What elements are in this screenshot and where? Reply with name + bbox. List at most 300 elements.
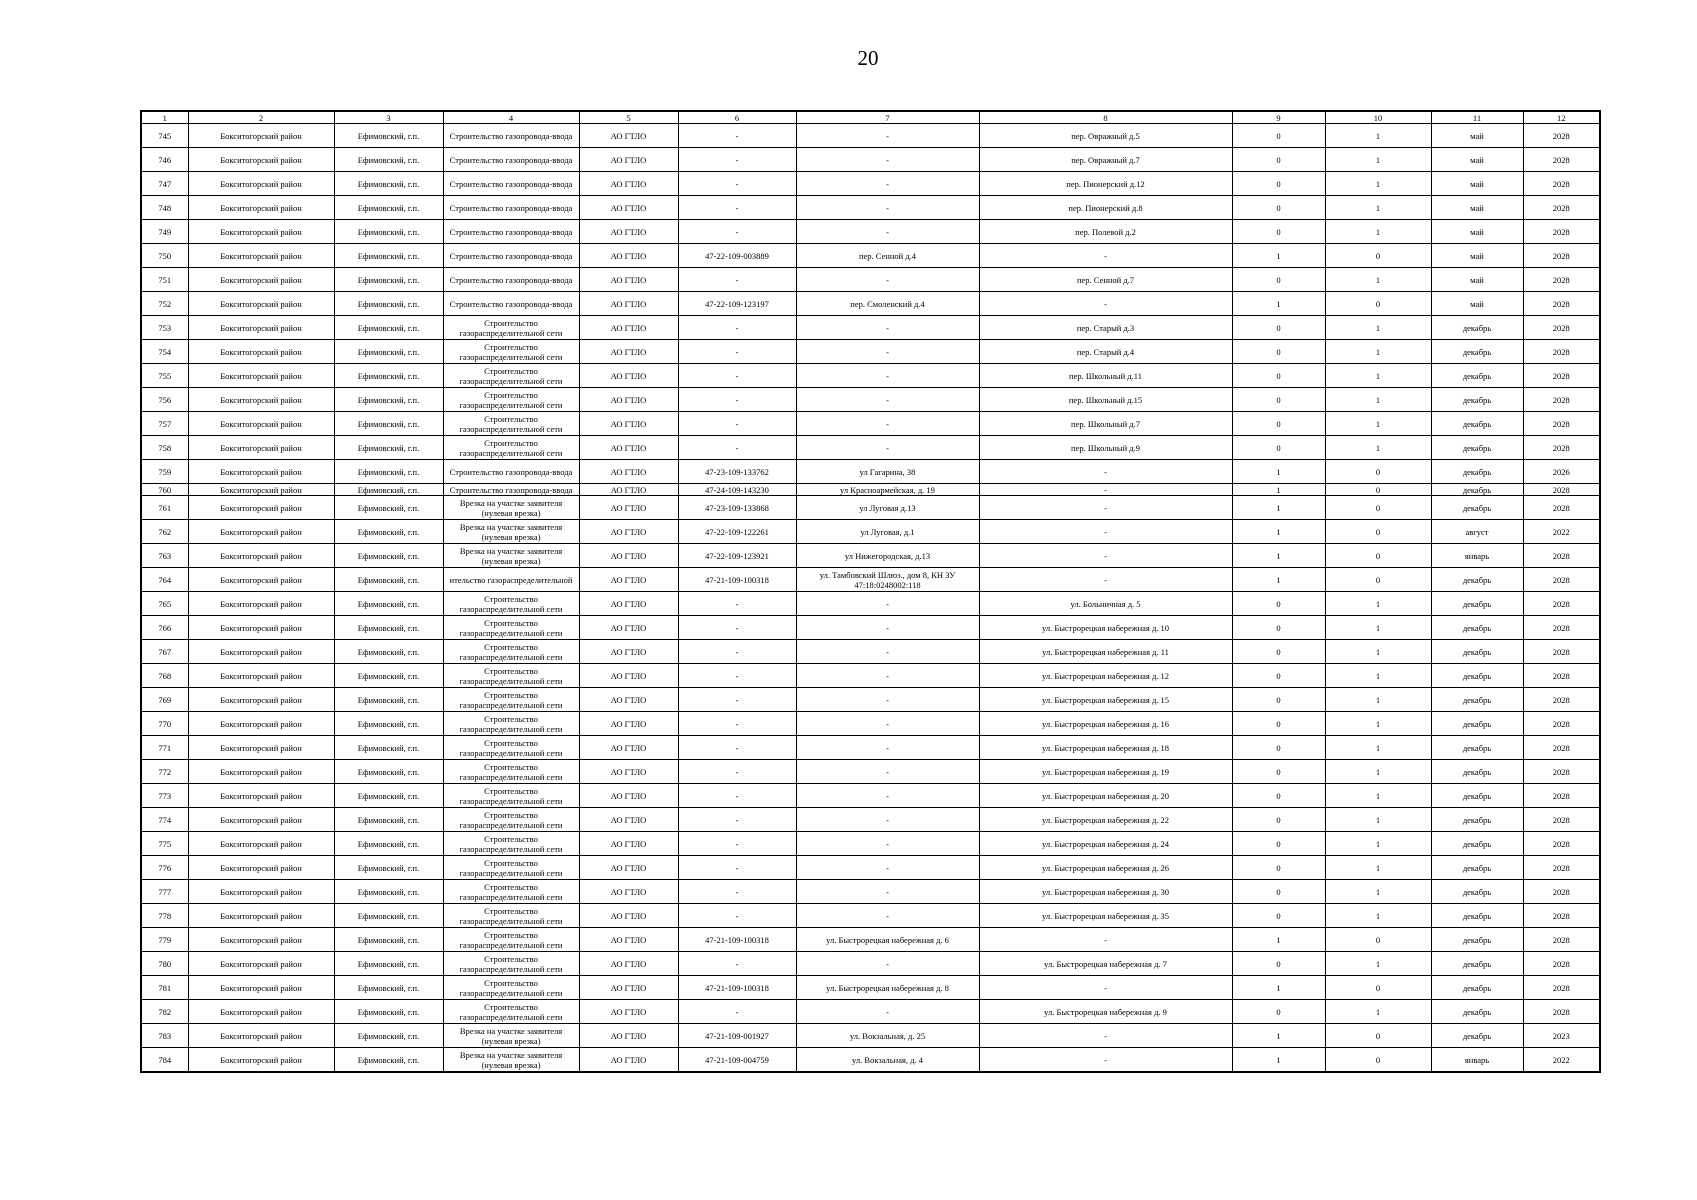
table-cell: 747	[141, 172, 188, 196]
table-cell: Врезка на участке заявителя (нулевая врезка)	[443, 1048, 579, 1073]
table-cell: Бокситогорский район	[188, 388, 334, 412]
table-row	[141, 1024, 1600, 1048]
page-number: 20	[857, 46, 879, 70]
table-cell: 1	[1232, 460, 1325, 484]
table-cell: 1	[1325, 832, 1431, 856]
table-cell: -	[979, 928, 1232, 952]
table-cell: Строительство газораспределительной сети	[443, 808, 579, 832]
table-cell: 2028	[1523, 292, 1600, 316]
table-row	[141, 244, 1600, 268]
table-cell: 2023	[1523, 1024, 1600, 1048]
table-cell: -	[979, 292, 1232, 316]
table-cell: Бокситогорский район	[188, 1048, 334, 1073]
table-cell: -	[796, 712, 979, 736]
table-cell: декабрь	[1431, 316, 1523, 340]
table-cell: 1	[1325, 760, 1431, 784]
table-cell: январь	[1431, 544, 1523, 568]
table-cell: декабрь	[1431, 340, 1523, 364]
table-cell: АО ГТЛО	[579, 1000, 678, 1024]
table-cell: АО ГТЛО	[579, 268, 678, 292]
table-cell: Ефимовский, г.п.	[334, 928, 443, 952]
table-cell: Строительство газопровода-ввода	[443, 484, 579, 496]
table-cell: АО ГТЛО	[579, 928, 678, 952]
table-cell: 772	[141, 760, 188, 784]
table-cell: -	[796, 388, 979, 412]
table-cell: декабрь	[1431, 592, 1523, 616]
table-cell: ул Луговая, д.1	[796, 520, 979, 544]
table-cell: 1	[1325, 364, 1431, 388]
column-header: 4	[443, 111, 579, 124]
table-cell: -	[796, 880, 979, 904]
table-cell: Ефимовский, г.п.	[334, 664, 443, 688]
table-cell: Ефимовский, г.п.	[334, 976, 443, 1000]
table-cell: 0	[1232, 880, 1325, 904]
table-cell: Бокситогорский район	[188, 244, 334, 268]
table-row	[141, 220, 1600, 244]
header-row	[141, 111, 1600, 124]
table-cell: -	[796, 688, 979, 712]
table-cell: Строительство газораспределительной сети	[443, 616, 579, 640]
table-cell: 1	[1232, 244, 1325, 268]
table-cell: АО ГТЛО	[579, 124, 678, 148]
column-header: 10	[1325, 111, 1431, 124]
table-row	[141, 616, 1600, 640]
table-cell: АО ГТЛО	[579, 412, 678, 436]
table-cell: -	[979, 1024, 1232, 1048]
table-cell: 773	[141, 784, 188, 808]
table-cell: 752	[141, 292, 188, 316]
table-cell: -	[678, 268, 796, 292]
table-cell: АО ГТЛО	[579, 688, 678, 712]
table-cell: 763	[141, 544, 188, 568]
table-cell: 766	[141, 616, 188, 640]
table-cell: Строительство газопровода-ввода	[443, 124, 579, 148]
table-cell: -	[979, 244, 1232, 268]
table-cell: Бокситогорский район	[188, 640, 334, 664]
table-row	[141, 268, 1600, 292]
table-cell: 765	[141, 592, 188, 616]
table-cell: АО ГТЛО	[579, 172, 678, 196]
table-cell: 745	[141, 124, 188, 148]
table-cell: Ефимовский, г.п.	[334, 388, 443, 412]
table-cell: 2028	[1523, 544, 1600, 568]
table-cell: 47-24-109-143230	[678, 484, 796, 496]
table-cell: декабрь	[1431, 856, 1523, 880]
table-cell: 0	[1232, 952, 1325, 976]
table-cell: 781	[141, 976, 188, 1000]
table-cell: АО ГТЛО	[579, 736, 678, 760]
table-cell: -	[678, 616, 796, 640]
table-cell: 2028	[1523, 148, 1600, 172]
table-cell: Ефимовский, г.п.	[334, 760, 443, 784]
table-cell: декабрь	[1431, 436, 1523, 460]
table-row	[141, 124, 1600, 148]
table-cell: -	[796, 1000, 979, 1024]
table-cell: Ефимовский, г.п.	[334, 412, 443, 436]
table-cell: Строительство газопровода-ввода	[443, 244, 579, 268]
table-cell: 749	[141, 220, 188, 244]
table-cell: 778	[141, 904, 188, 928]
column-header: 6	[678, 111, 796, 124]
table-cell: 1	[1325, 904, 1431, 928]
table-row	[141, 928, 1600, 952]
table-cell: 2028	[1523, 340, 1600, 364]
table-cell: 1	[1325, 148, 1431, 172]
column-header: 1	[141, 111, 188, 124]
table-cell: Ефимовский, г.п.	[334, 124, 443, 148]
table-cell: АО ГТЛО	[579, 484, 678, 496]
table-cell: декабрь	[1431, 484, 1523, 496]
table-cell: 0	[1325, 496, 1431, 520]
table-row	[141, 904, 1600, 928]
table-cell: 0	[1325, 544, 1431, 568]
table-cell: 2028	[1523, 904, 1600, 928]
table-cell: декабрь	[1431, 568, 1523, 592]
column-header: 11	[1431, 111, 1523, 124]
table-cell: 2028	[1523, 496, 1600, 520]
table-cell: 1	[1232, 484, 1325, 496]
table-cell: Бокситогорский район	[188, 520, 334, 544]
table-cell: Строительство газопровода-ввода	[443, 460, 579, 484]
table-cell: -	[796, 196, 979, 220]
column-header: 5	[579, 111, 678, 124]
table-row	[141, 856, 1600, 880]
table-cell: -	[796, 124, 979, 148]
table-cell: декабрь	[1431, 760, 1523, 784]
table-cell: 47-21-109-004759	[678, 1048, 796, 1073]
table-cell: Строительство газораспределительной сети	[443, 592, 579, 616]
table-row	[141, 292, 1600, 316]
table-cell: -	[678, 388, 796, 412]
table-cell: 1	[1325, 808, 1431, 832]
table-cell: -	[678, 592, 796, 616]
table-cell: 2028	[1523, 664, 1600, 688]
table-cell: -	[678, 316, 796, 340]
table-cell: ул Красноармейская, д. 19	[796, 484, 979, 496]
table-cell: Бокситогорский район	[188, 760, 334, 784]
table-row	[141, 640, 1600, 664]
table-cell: 2028	[1523, 784, 1600, 808]
table-cell: пер. Старый д.4	[979, 340, 1232, 364]
table-cell: -	[979, 976, 1232, 1000]
table-cell: Строительство газораспределительной сети	[443, 712, 579, 736]
table-cell: Ефимовский, г.п.	[334, 244, 443, 268]
table-cell: 1	[1325, 124, 1431, 148]
table-cell: Ефимовский, г.п.	[334, 952, 443, 976]
table-cell: ул. Вокзальная, д. 4	[796, 1048, 979, 1073]
table-cell: Строительство газораспределительной сети	[443, 664, 579, 688]
table-cell: 1	[1232, 568, 1325, 592]
table-cell: декабрь	[1431, 1000, 1523, 1024]
table-cell: 47-22-109-123921	[678, 544, 796, 568]
table-cell: -	[796, 268, 979, 292]
table-cell: Ефимовский, г.п.	[334, 880, 443, 904]
table-cell: АО ГТЛО	[579, 808, 678, 832]
table-cell: -	[796, 784, 979, 808]
table-cell: 1	[1325, 736, 1431, 760]
table-cell: 2028	[1523, 388, 1600, 412]
table-cell: ул. Быстрорецкая набережная д. 20	[979, 784, 1232, 808]
table-row	[141, 664, 1600, 688]
table-cell: май	[1431, 268, 1523, 292]
column-header: 7	[796, 111, 979, 124]
table-cell: 771	[141, 736, 188, 760]
table-cell: 1	[1232, 496, 1325, 520]
table-cell: 2028	[1523, 568, 1600, 592]
table-cell: -	[678, 412, 796, 436]
table-cell: Ефимовский, г.п.	[334, 544, 443, 568]
table-cell: 0	[1232, 664, 1325, 688]
table-cell: 2028	[1523, 712, 1600, 736]
table-cell: 1	[1325, 1000, 1431, 1024]
table-cell: май	[1431, 148, 1523, 172]
table-cell: 47-21-109-001927	[678, 1024, 796, 1048]
table-cell: 767	[141, 640, 188, 664]
table-cell: декабрь	[1431, 388, 1523, 412]
table-cell: Строительство газопровода-ввода	[443, 292, 579, 316]
table-cell: Строительство газораспределительной сети	[443, 412, 579, 436]
table-cell: Бокситогорский район	[188, 196, 334, 220]
table-cell: Ефимовский, г.п.	[334, 688, 443, 712]
table-cell: АО ГТЛО	[579, 316, 678, 340]
table-row	[141, 952, 1600, 976]
table-cell: Бокситогорский район	[188, 172, 334, 196]
table-cell: 2028	[1523, 124, 1600, 148]
table-cell: 1	[1325, 616, 1431, 640]
table-cell: -	[979, 520, 1232, 544]
table-cell: АО ГТЛО	[579, 568, 678, 592]
column-header: 3	[334, 111, 443, 124]
table-cell: 1	[1325, 880, 1431, 904]
table-cell: Строительство газораспределительной сети	[443, 976, 579, 1000]
table-cell: Бокситогорский район	[188, 148, 334, 172]
table-cell: декабрь	[1431, 496, 1523, 520]
table-cell: 0	[1232, 148, 1325, 172]
table-cell: 1	[1325, 196, 1431, 220]
table-cell: Бокситогорский район	[188, 712, 334, 736]
table-cell: -	[678, 196, 796, 220]
table-row	[141, 976, 1600, 1000]
table-cell: Бокситогорский район	[188, 292, 334, 316]
column-header: 12	[1523, 111, 1600, 124]
table-cell: -	[979, 1048, 1232, 1073]
table-cell: -	[678, 832, 796, 856]
table-cell: Бокситогорский район	[188, 268, 334, 292]
table-cell: 2028	[1523, 616, 1600, 640]
table-cell: Бокситогорский район	[188, 364, 334, 388]
table-cell: декабрь	[1431, 952, 1523, 976]
table-cell: 0	[1232, 616, 1325, 640]
table-cell: 47-23-109-133868	[678, 496, 796, 520]
table-cell: Строительство газораспределительной сети	[443, 1000, 579, 1024]
table-cell: 1	[1325, 712, 1431, 736]
table-cell: Бокситогорский район	[188, 616, 334, 640]
table-cell: Бокситогорский район	[188, 736, 334, 760]
table-cell: 1	[1325, 436, 1431, 460]
table-cell: -	[796, 412, 979, 436]
table-cell: 776	[141, 856, 188, 880]
table-cell: 1	[1325, 172, 1431, 196]
table-cell: 1	[1325, 784, 1431, 808]
table-cell: 761	[141, 496, 188, 520]
table-cell: -	[979, 568, 1232, 592]
table-cell: Строительство газопровода-ввода	[443, 196, 579, 220]
table-cell: 0	[1232, 760, 1325, 784]
table-cell: декабрь	[1431, 904, 1523, 928]
table-cell: АО ГТЛО	[579, 904, 678, 928]
table-cell: 2028	[1523, 412, 1600, 436]
table-cell: Ефимовский, г.п.	[334, 808, 443, 832]
table-cell: Бокситогорский район	[188, 316, 334, 340]
table-cell: Строительство газораспределительной сети	[443, 856, 579, 880]
table-cell: ительство газораспределительной	[443, 568, 579, 592]
table-cell: 2022	[1523, 1048, 1600, 1073]
table-cell: -	[678, 808, 796, 832]
table-cell: 0	[1232, 640, 1325, 664]
table-row	[141, 760, 1600, 784]
table-cell: -	[678, 172, 796, 196]
table-cell: пер. Пионерский д.8	[979, 196, 1232, 220]
table-cell: 2028	[1523, 1000, 1600, 1024]
table-row	[141, 496, 1600, 520]
table-cell: 1	[1232, 1024, 1325, 1048]
table-row	[141, 688, 1600, 712]
table-cell: -	[678, 856, 796, 880]
table-cell: 746	[141, 148, 188, 172]
table-cell: АО ГТЛО	[579, 880, 678, 904]
table-cell: Ефимовский, г.п.	[334, 784, 443, 808]
table-cell: -	[678, 688, 796, 712]
table-cell: АО ГТЛО	[579, 244, 678, 268]
table-cell: Строительство газораспределительной сети	[443, 760, 579, 784]
table-cell: Строительство газораспределительной сети	[443, 880, 579, 904]
table-cell: Бокситогорский район	[188, 412, 334, 436]
table-cell: 0	[1232, 412, 1325, 436]
column-header: 8	[979, 111, 1232, 124]
table-cell: 0	[1325, 568, 1431, 592]
table-row	[141, 436, 1600, 460]
table-cell: 748	[141, 196, 188, 220]
table-cell: -	[678, 880, 796, 904]
table-cell: АО ГТЛО	[579, 640, 678, 664]
table-cell: Строительство газораспределительной сети	[443, 340, 579, 364]
table-cell: 1	[1325, 316, 1431, 340]
table-cell: Ефимовский, г.п.	[334, 736, 443, 760]
table-cell: 2028	[1523, 484, 1600, 496]
table-cell: ул Нижегородская, д.13	[796, 544, 979, 568]
table-cell: ул Гагарина, 38	[796, 460, 979, 484]
table-row	[141, 736, 1600, 760]
table-cell: 0	[1325, 460, 1431, 484]
table-cell: ул. Быстрорецкая набережная д. 24	[979, 832, 1232, 856]
table-cell: Ефимовский, г.п.	[334, 832, 443, 856]
table-cell: 0	[1232, 340, 1325, 364]
table-cell: 47-21-109-100318	[678, 568, 796, 592]
table-cell: -	[678, 760, 796, 784]
table-row	[141, 364, 1600, 388]
table-cell: АО ГТЛО	[579, 148, 678, 172]
table-cell: Ефимовский, г.п.	[334, 568, 443, 592]
table-cell: Бокситогорский район	[188, 568, 334, 592]
table-cell: 1	[1325, 952, 1431, 976]
table-cell: -	[678, 436, 796, 460]
table-cell: -	[678, 364, 796, 388]
table-cell: АО ГТЛО	[579, 592, 678, 616]
table-cell: 769	[141, 688, 188, 712]
table-cell: 0	[1232, 808, 1325, 832]
table-cell: 754	[141, 340, 188, 364]
table-cell: -	[979, 460, 1232, 484]
table-cell: пер. Школьный д.9	[979, 436, 1232, 460]
table-cell: декабрь	[1431, 784, 1523, 808]
table-cell: май	[1431, 244, 1523, 268]
table-cell: 775	[141, 832, 188, 856]
table-cell: Ефимовский, г.п.	[334, 484, 443, 496]
table-cell: АО ГТЛО	[579, 388, 678, 412]
table-cell: 1	[1325, 388, 1431, 412]
table-cell: Строительство газораспределительной сети	[443, 952, 579, 976]
table-cell: 0	[1232, 688, 1325, 712]
table-cell: 0	[1325, 1024, 1431, 1048]
table-cell: Бокситогорский район	[188, 436, 334, 460]
table-cell: -	[979, 496, 1232, 520]
table-cell: декабрь	[1431, 1024, 1523, 1048]
table-cell: Ефимовский, г.п.	[334, 712, 443, 736]
table-cell: -	[796, 808, 979, 832]
table-cell: декабрь	[1431, 832, 1523, 856]
table-cell: 0	[1232, 364, 1325, 388]
table-cell: -	[796, 856, 979, 880]
table-cell: 1	[1325, 640, 1431, 664]
table-cell: Врезка на участке заявителя (нулевая врезка)	[443, 544, 579, 568]
table-cell: АО ГТЛО	[579, 340, 678, 364]
table-cell: 753	[141, 316, 188, 340]
table-cell: декабрь	[1431, 736, 1523, 760]
table-cell: ул. Быстрорецкая набережная д. 16	[979, 712, 1232, 736]
table-cell: декабрь	[1431, 664, 1523, 688]
table-cell: Ефимовский, г.п.	[334, 496, 443, 520]
table-body	[141, 111, 1600, 1072]
table-cell: -	[796, 760, 979, 784]
table-cell: 768	[141, 664, 188, 688]
table-cell: -	[678, 712, 796, 736]
table-cell: 1	[1232, 1048, 1325, 1073]
table-cell: ул. Тамбовский Шлюз., дом 8, КН ЗУ 47:18:0248002:118	[796, 568, 979, 592]
table-cell: ул. Быстрорецкая набережная д. 35	[979, 904, 1232, 928]
table-cell: -	[796, 148, 979, 172]
table-cell: 770	[141, 712, 188, 736]
table-cell: -	[796, 736, 979, 760]
table-cell: Ефимовский, г.п.	[334, 364, 443, 388]
table-cell: 0	[1325, 484, 1431, 496]
table-cell: Бокситогорский район	[188, 688, 334, 712]
table-cell: Строительство газораспределительной сети	[443, 640, 579, 664]
table-cell: 783	[141, 1024, 188, 1048]
table-cell: -	[678, 664, 796, 688]
table-cell: 47-21-109-100318	[678, 976, 796, 1000]
table-cell: ул. Быстрорецкая набережная д. 30	[979, 880, 1232, 904]
table-cell: 2028	[1523, 316, 1600, 340]
table-cell: Строительство газопровода-ввода	[443, 148, 579, 172]
table-cell: 2028	[1523, 364, 1600, 388]
table-cell: Строительство газораспределительной сети	[443, 688, 579, 712]
table-cell: ул. Быстрорецкая набережная д. 8	[796, 976, 979, 1000]
table-cell: 47-22-109-123197	[678, 292, 796, 316]
table-cell: -	[796, 616, 979, 640]
table-cell: -	[796, 904, 979, 928]
table-row	[141, 712, 1600, 736]
table-cell: 750	[141, 244, 188, 268]
